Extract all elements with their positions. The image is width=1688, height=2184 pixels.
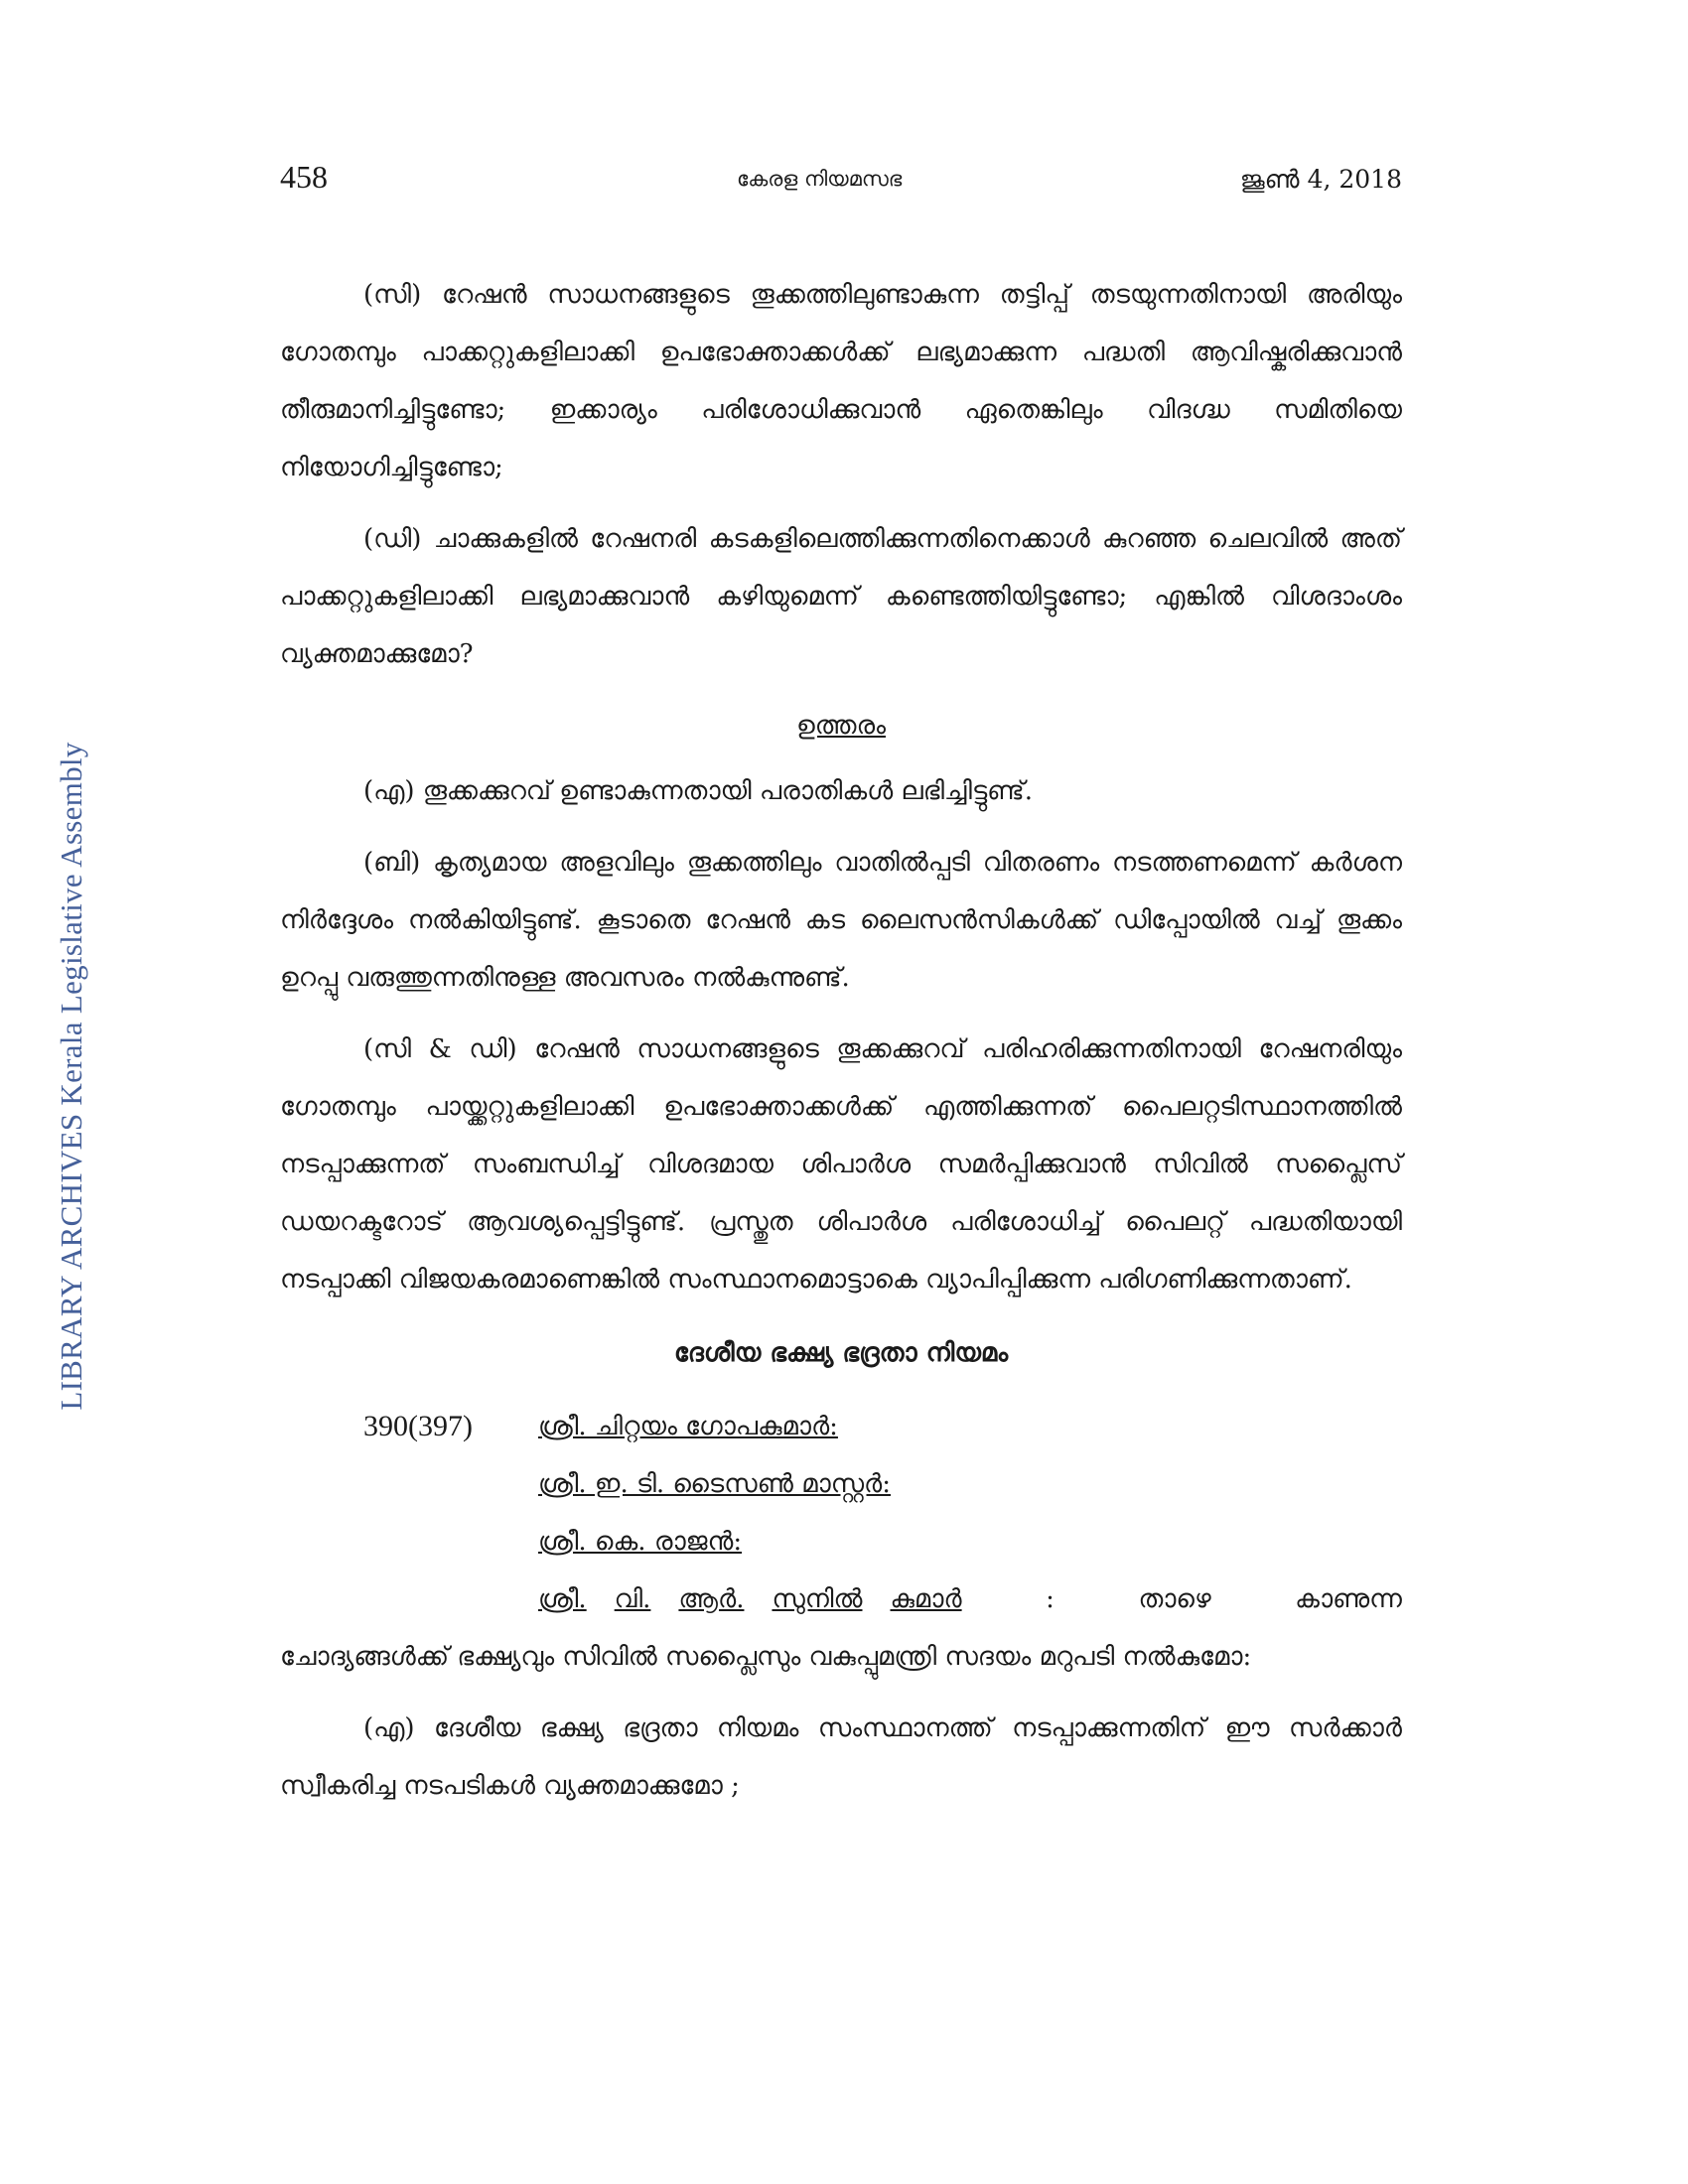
tail-word: താഴെ [1138,1584,1211,1614]
question-number: 390(397) [363,1410,473,1442]
page-header [280,159,1402,203]
question-part-c: (സി) റേഷൻ സാധനങ്ങളുടെ തൂക്കത്തിലുണ്ടാകുന്ന തട്ടിപ്പ് തടയുന്നതിനായി അരിയും ഗോതമ്പും പാക്കറ്റുകളിലാക്കി ഉപഭോക്താക്കൾക്ക് ലഭ്യമാക്കുന്ന പദ്ധതി ആവിഷ്കരിക്കുവാൻ തീരുമാനിച്ചിട്ടുണ്ടോ; ഇക്കാര്യം പരിശോധിക്കുവാൻ ഏതെങ്കിലും വിദഗ്ദ്ധ സമിതിയെ നിയോഗിച്ചിട്ടുണ്ടോ; [280,280,1402,482]
answer-part-c-d: (സി & ഡി) റേഷൻ സാധനങ്ങളുടെ തൂക്കക്കുറവ് പരിഹരിക്കുന്നതിനായി റേഷനരിയും ഗോതമ്പും പായ്ക്കറ്റുകളിലാക്കി ഉപഭോക്താക്കൾക്ക് എത്തിക്കുന്നത് പൈലറ്റടിസ്ഥാനത്തിൽ നടപ്പാക്കുന്നത് സംബന്ധിച്ച് വിശദമായ ശിപാർശ സമർപ്പിക്കുവാൻ സിവിൽ സപ്ലൈസ് ഡയറക്ടറോട് ആവശ്യപ്പെട്ടിട്ടുണ്ട്. പ്രസ്തുത ശിപാർശ പരിശോധിച്ച് പൈലറ്റ് പദ്ധതിയായി നടപ്പാക്കി വിജയകരമാണെങ്കിൽ സംസ്ഥാനമൊട്ടാകെ വ്യാപിപ്പിക്കുന്ന പരിഗണിക്കുന്നതാണ്. [280,1034,1402,1295]
archive-watermark: LIBRARY ARCHIVES Kerala Legislative Assembly [54,742,88,1411]
member-name: ശ്രീ. കെ. രാജൻ: [538,1527,743,1557]
section-heading: ദേശീയ ഭക്ഷ്യ ഭദ്രതാ നിയമം [673,1338,1009,1368]
question-intro: ചോദ്യങ്ങൾക്ക് ഭക്ഷ്യവും സിവിൽ സപ്ലൈസും വകുപ്പുമന്ത്രി സദയം മറുപടി നൽകുമോ: [280,1642,1252,1672]
member-name: ശ്രീ. ചിറ്റയം ഗോപകുമാർ: [538,1412,838,1441]
question-part-a: (എ) ദേശീയ ഭക്ഷ്യ ഭദ്രതാ നിയമം സംസ്ഥാനത്ത് നടപ്പാക്കുന്നതിന് ഈ സർക്കാർ സ്വീകരിച്ച നടപടികൾ വ്യക്തമാക്കുമോ ; [280,1713,1402,1801]
page-number: 458 [280,159,328,195]
header-title: കേരള നിയമസഭ [737,167,903,191]
member-name: ശ്രീ. വി. ആർ. സുനിൽ കുമാർ [538,1584,962,1614]
tail-word: കാണുന്ന [1295,1584,1402,1614]
member-name: ശ്രീ. ഇ. ടി. ടൈസൺ മാസ്റ്റർ: [538,1469,892,1499]
colon: : [1046,1584,1055,1614]
document-body [280,266,1402,1829]
answer-part-a: (എ) തൂക്കക്കുറവ് ഉണ്ടാകുന്നതായി പരാതികൾ ലഭിച്ചിട്ടുണ്ട്. [363,776,1033,806]
last-member-line [538,1570,1402,1628]
answer-part-b: (ബി) കൃത്യമായ അളവിലും തൂക്കത്തിലും വാതിൽപ്പടി വിതരണം നടത്തണമെന്ന് കർശന നിർദ്ദേശം നൽകിയിട്ടുണ്ട്. കൂടാതെ റേഷൻ കട ലൈസൻസികൾക്ക് ഡിപ്പോയിൽ വച്ച് തൂക്കം ഉറപ്പു വരുത്തുന്നതിനുള്ള അവസരം നൽകുന്നുണ്ട്. [280,848,1402,993]
question-members-block [280,1398,1402,1628]
question-part-d: (ഡി) ചാക്കുകളിൽ റേഷനരി കടകളിലെത്തിക്കുന്നതിനെക്കാൾ കുറഞ്ഞ ചെലവിൽ അത് പാക്കറ്റുകളിലാക്കി ലഭ്യമാക്കുവാൻ കഴിയുമെന്ന് കണ്ടെത്തിയിട്ടുണ്ടോ; എങ്കിൽ വിശദാംശം വ്യക്തമാക്കുമോ? [280,524,1402,669]
answer-heading: ഉത്തരം [796,711,886,741]
header-date: ജൂൺ 4, 2018 [1239,165,1402,194]
